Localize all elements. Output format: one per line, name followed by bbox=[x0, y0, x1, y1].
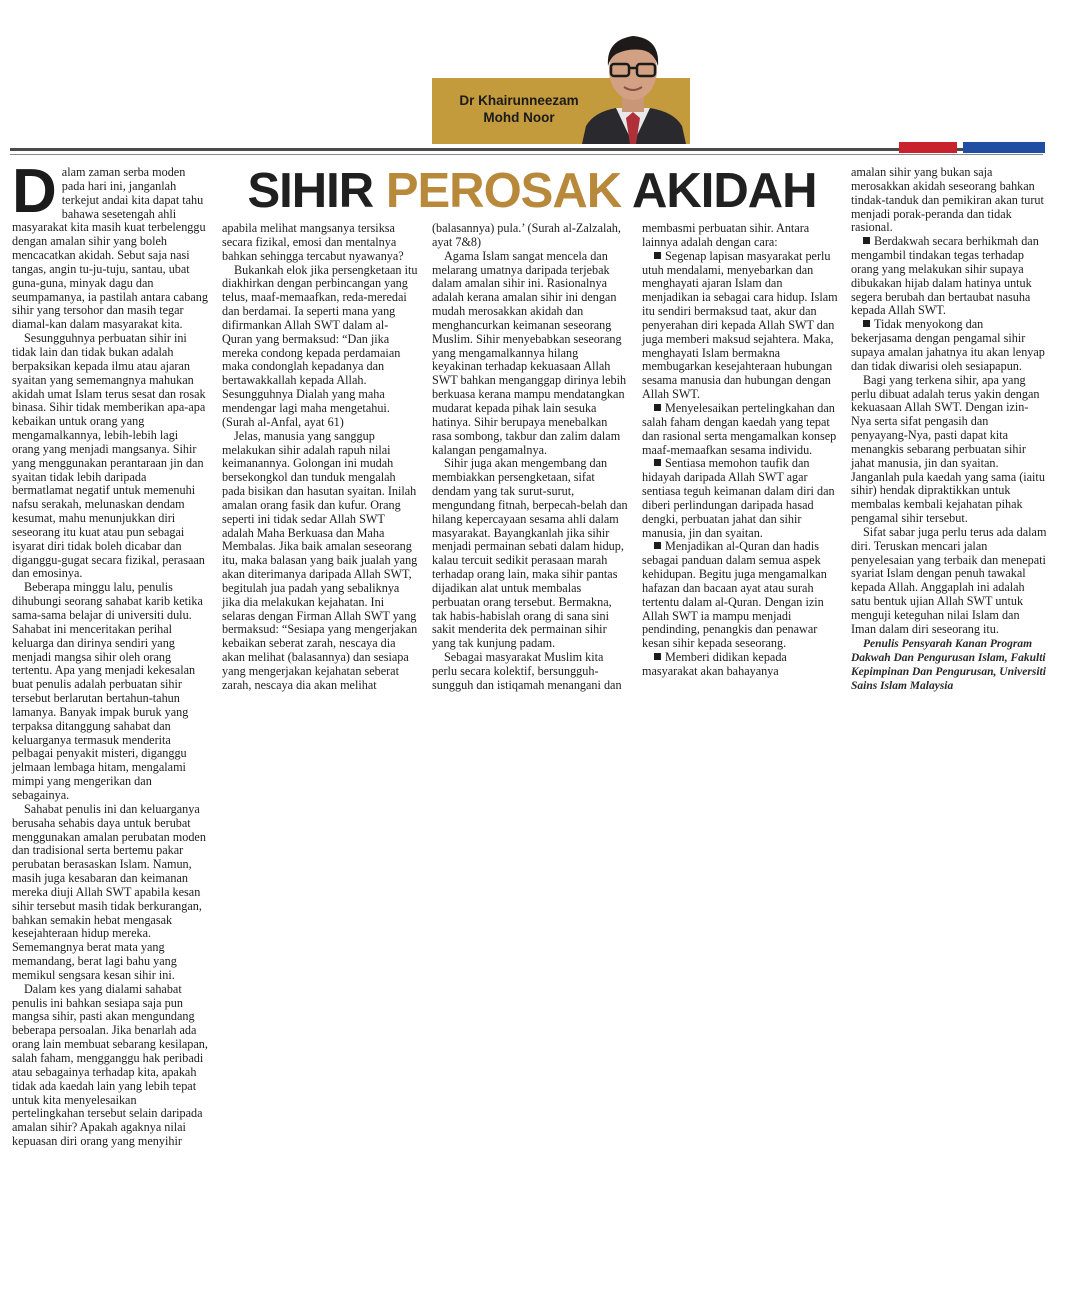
bullet-text: Sentiasa memohon taufik dan hidayah daripada Allah SWT agar sentiasa teguh keimanan dalam diri dan diberi perlindungan daripada hasad dengki, perbuatan jahat dan sihir manusia, jin dan syaitan. bbox=[642, 456, 835, 540]
headline-word-1: SIHIR bbox=[247, 164, 374, 218]
header-rule-thin bbox=[10, 154, 1043, 155]
paragraph: apabila melihat mangsanya tersiksa secara fizikal, emosi dan mentalnya bahkan sehingga tercabut nyawanya? bbox=[222, 221, 404, 263]
opening-paragraph bbox=[12, 157, 208, 332]
bullet-text: Tidak menyokong dan bekerjasama dengan pengamal sihir supaya amalan jahatnya itu akan lenyap dan tidak diwarisi oleh sesiapapun. bbox=[851, 317, 1045, 373]
bullet-text: Menyelesaikan pertelingkahan dan salah faham dengan kaedah yang tepat dan rasional serta mengamalkan konsep maaf-memaafkan sesama individu. bbox=[642, 400, 837, 457]
paragraph: Sebagai masyarakat Muslim kita perlu secara kolektif, bersungguh-sungguh dan istiqamah menangani dan bbox=[432, 650, 622, 692]
article-column-5 bbox=[851, 166, 1047, 693]
bullet-text: Menjadikan al-Quran dan hadis sebagai panduan dalam semua aspek kehidupan. Begitu juga mengamalkan hafazan dan bacaan ayat atau surah tertentu dalam al-Quran. Dengan izin Allah SWT ia mampu menjadi pendinding, penangkis dan penawar kesan sihir kepada seseorang. bbox=[642, 539, 827, 651]
bullet-item bbox=[642, 457, 838, 540]
bullet-square-icon bbox=[863, 237, 870, 244]
header-rule bbox=[10, 148, 1043, 151]
bullet-item bbox=[851, 318, 1047, 373]
drop-cap: D bbox=[12, 157, 57, 226]
headline-word-2: PEROSAK bbox=[385, 164, 622, 218]
bullet-item bbox=[642, 540, 838, 651]
paragraph: Sahabat penulis ini dan keluarganya berusaha sehabis daya untuk berubat menggunakan amalan perubatan moden dan tradisional serta bertemu pakar perubatan berasaskan Islam. Namun, masih juga kesabaran dan keimanan mereka diuji Allah SWT apabila kesan sihir tersebut masih tidak berkurangan, bahkan semakin hebat mengasak kesejahteraan hidup mereka. Sememangnya berat mata yang memandang, berat lagi bahu yang memikul sengsara kesan sihir ini. bbox=[12, 801, 206, 982]
bullet-item bbox=[642, 250, 838, 402]
bullet-text: Segenap lapisan masyarakat perlu utuh mendalami, menyebarkan dan menghayati ajaran Islam dan menjadikan ia sebagai cara hidup. Islam itu sendiri bermaksud taat, akur dan penyerahan diri kepada Allah SWT dan juga memberi maksud sejahtera. Maka, menghayati Islam bermakna membugarkan kesejahteraan hubungan sesama manusia dan hubungan dengan Allah SWT. bbox=[642, 248, 838, 402]
paragraph: Sesungguhnya perbuatan sihir ini tidak lain dan tidak bukan adalah berpaksikan kepada ilmu atau ajaran syaitan yang sememangnya mahukan akidah umat Islam terus sesat dan rosak binasa. Sihir tidak memberikan apa-apa kebaikan untuk orang yang mengamalkannya, lebih-lebih lagi orang yang menjadi mangsanya. Sihir yang menggunakan perantaraan jin dan syaitan tidak lebih daripada bermatlamat negatif untuk memenuhi nafsu serakah, melunaskan dendam kesumat, mahu menunjukkan diri seseorang itu kuat atau pun sebagai isyarat diri tidak boleh dicabar dan diganggu-gugat secara fizikal, perasaan dan emosinya. bbox=[12, 331, 206, 581]
bullet-item bbox=[642, 651, 838, 679]
bullet-item bbox=[851, 235, 1047, 318]
bullet-square-icon bbox=[654, 653, 661, 660]
paragraph: Sihir juga akan mengembang dan membiakkan persengketaan, sifat dendam yang tak surut-surut, mengundang fitnah, berpecah-belah dan hilang kepercayaan sesama ahli dalam masyarakat. Bayangkanlah jika sihir menjadi permainan sebati dalam hidup, kalau tercuit sedikit perasaan marah terhadap orang lain, maka sihir pantas dijadikan alat untuk membalas perbuatan orang tersebut. Bermakna, tak habis-habislah orang di sana sini sakit menderita dek permainan sihir yang tak kunjung padam. bbox=[432, 456, 628, 651]
author-name-line1: Dr Khairunneezam bbox=[459, 93, 579, 108]
bullet-square-icon bbox=[654, 542, 661, 549]
author-name bbox=[440, 92, 598, 126]
paragraph: Beberapa minggu lalu, penulis dihubungi seorang sahabat karib ketika sama-sama belajar di universiti dulu. Sahabat ini menceritakan perihal keluarga dan dirinya sendiri yang menjadi mangsa sihir oleh orang tertentu. Apa yang menjadi kekesalan buat penulis adalah perbuatan sihir tersebut berlarutan bertahun-tahun lamanya. Banyak impak buruk yang terpaksa ditanggung sahabat dan keluarganya termasuk menderita pelbagai penyakit misteri, diganggu jelmaan lembaga hitam, mengalami mimpi yang mengerikan dan sebagainya. bbox=[12, 580, 203, 802]
headline-word-3: AKIDAH bbox=[631, 164, 817, 218]
masthead-logo-fragment bbox=[899, 141, 1045, 154]
paragraph: amalan sihir yang bukan saja merosakkan akidah seseorang bahkan tindak-tanduk dan pemikiran akan turut menjadi porak-peranda dan tidak rasional. bbox=[851, 165, 1044, 235]
paragraph: Agama Islam sangat mencela dan melarang umatnya daripada terjebak dalam amalan sihir ini. Rasionalnya adalah kerana amalan sihir ini dengan mudah merosakkan akidah dan menghancurkan keimanan seseorang Muslim. Sihir menyebabkan seseorang yang mengamalkannya hilang keyakinan terhadap kekuasaan Allah SWT bahkan menganggap dirinya lebih berkuasa kerana mampu mendatangkan mudarat kepada pihak lain sesuka hatinya. Sihir berupaya menebalkan rasa sombong, takbur dan zalim dalam kalangan pengamalnya. bbox=[432, 248, 627, 457]
bullet-square-icon bbox=[654, 459, 661, 466]
bullet-square-icon bbox=[863, 320, 870, 327]
bullet-text: Memberi didikan kepada masyarakat akan bahayanya bbox=[642, 650, 787, 678]
paragraph: Bukankah elok jika persengketaan itu diakhirkan dengan perbincangan yang telus, maaf-memaafkan, reda-meredai dan berdamai. Ia seperti mana yang difirmankan Allah SWT dalam al-Quran yang bermaksud: “Dan jika mereka condong kepada perdamaian maka condonglah kepadanya dan bertawakkallah kepada Allah. Sesungguhnya Dialah yang maha mendengar lagi maha mengetahui. (Surah al-Anfal, ayat 61) bbox=[222, 262, 418, 429]
author-note: Penulis Pensyarah Kanan Program Dakwah Dan Pengurusan Islam, Fakulti Kepimpinan Dan Pengurusan, Universiti Sains Islam Malaysia bbox=[851, 637, 1046, 692]
bullet-item bbox=[642, 402, 838, 457]
paragraph: Sifat sabar juga perlu terus ada dalam diri. Teruskan mencari jalan penyelesaian yang terbaik dan menepati syariat Islam dengan penuh tawakal kepada Allah. Anggaplah ini adalah satu bentuk ujian Allah SWT untuk menguji keteguhan nilai Islam dan Iman dalam diri seseorang itu. bbox=[851, 524, 1047, 636]
bullet-square-icon bbox=[654, 404, 661, 411]
article-column-1 bbox=[12, 157, 208, 1306]
article-headline bbox=[212, 163, 852, 219]
author-name-line2: Mohd Noor bbox=[483, 110, 555, 125]
opening-text: alam zaman serba moden pada hari ini, janganlah terkejut andai kita dapat tahu bahawa sesetengah ahli masyarakat kita masih kuat terbelenggu dengan amalan sihir yang boleh mencacatkan akidah. Sebut saja nasi tangas, angin tu-ju-tuju, santau, ubat guna-guna, minyak dagu dan seumpamanya, ia pastilah antara cabang sihir yang tersohor dan masih tegar diamal-kan dalam masyarakat kita. bbox=[12, 165, 208, 332]
bullet-square-icon bbox=[654, 252, 661, 259]
paragraph: Jelas, manusia yang sanggup melakukan sihir adalah rapuh nilai keimanannya. Golongan ini mudah bersekongkol dan tunduk mengalah pada bisikan dan hasutan syaitan. Inilah amalan orang fasik dan kufur. Orang seperti ini tidak sedar Allah SWT adalah Maha Berkuasa dan Maha Membalas. Jika baik amalan seseorang itu, maka balasan yang baik jualah yang akan diterimanya daripada Allah SWT, begitulah jua padah yang sebaliknya jika dia melakukan kejahatan. Ini selaras dengan Firman Allah SWT yang bermaksud: “Sesiapa yang mengerjakan kebaikan seberat zarah, nescaya dia akan melihat (balasannya) dan sesiapa yang mengerjakan kejahatan seberat zarah, nescaya dia akan melihat bbox=[222, 428, 418, 692]
paragraph: Bagi yang terkena sihir, apa yang perlu dibuat adalah terus yakin dengan kekuasaan Allah SWT. Dengan izin-Nya serta sifat pengasih dan penyayang-Nya, pasti dapat kita menangkis sebarang perbuatan sihir jahat manusia, jin dan syaitan. Janganlah pula kaedah yang sama (iaitu sihir) hendak dipraktikkan untuk membalas kembali kejahatan pihak pengamal sihir tersebut. bbox=[851, 372, 1045, 526]
article-column-4 bbox=[642, 222, 838, 679]
bullet-text: Berdakwah secara berhikmah dan mengambil tindakan tegas terhadap orang yang melakukan sihir supaya dibukakan hijab dalam hatinya untuk segera berubah dan bertaubat nasuha kepada Allah SWT. bbox=[851, 234, 1039, 318]
article-column-2 bbox=[222, 222, 418, 693]
paragraph: membasmi perbuatan sihir. Antara lainnya adalah dengan cara: bbox=[642, 221, 810, 249]
paragraph: Dalam kes yang dialami sahabat penulis ini bahkan sesiapa saja pun mangsa sihir, pasti akan mengundang beberapa persoalan. Jika benarlah ada orang lain membuat sebarang kesilapan, salah faham, mengganggu hak peribadi atau sebagainya terhadap kita, apakah tidak ada kaedah lain yang lebih tepat untuk kita menyelesaikan pertelingkahan tersebut selain daripada amalan sihir? Apakah agaknya nilai kepuasan diri orang yang menyihir bbox=[12, 981, 208, 1149]
article-column-3 bbox=[432, 222, 628, 693]
paragraph: (balasannya) pula.’ (Surah al-Zalzalah, ayat 7&8) bbox=[432, 221, 621, 249]
author-portrait bbox=[576, 26, 690, 144]
